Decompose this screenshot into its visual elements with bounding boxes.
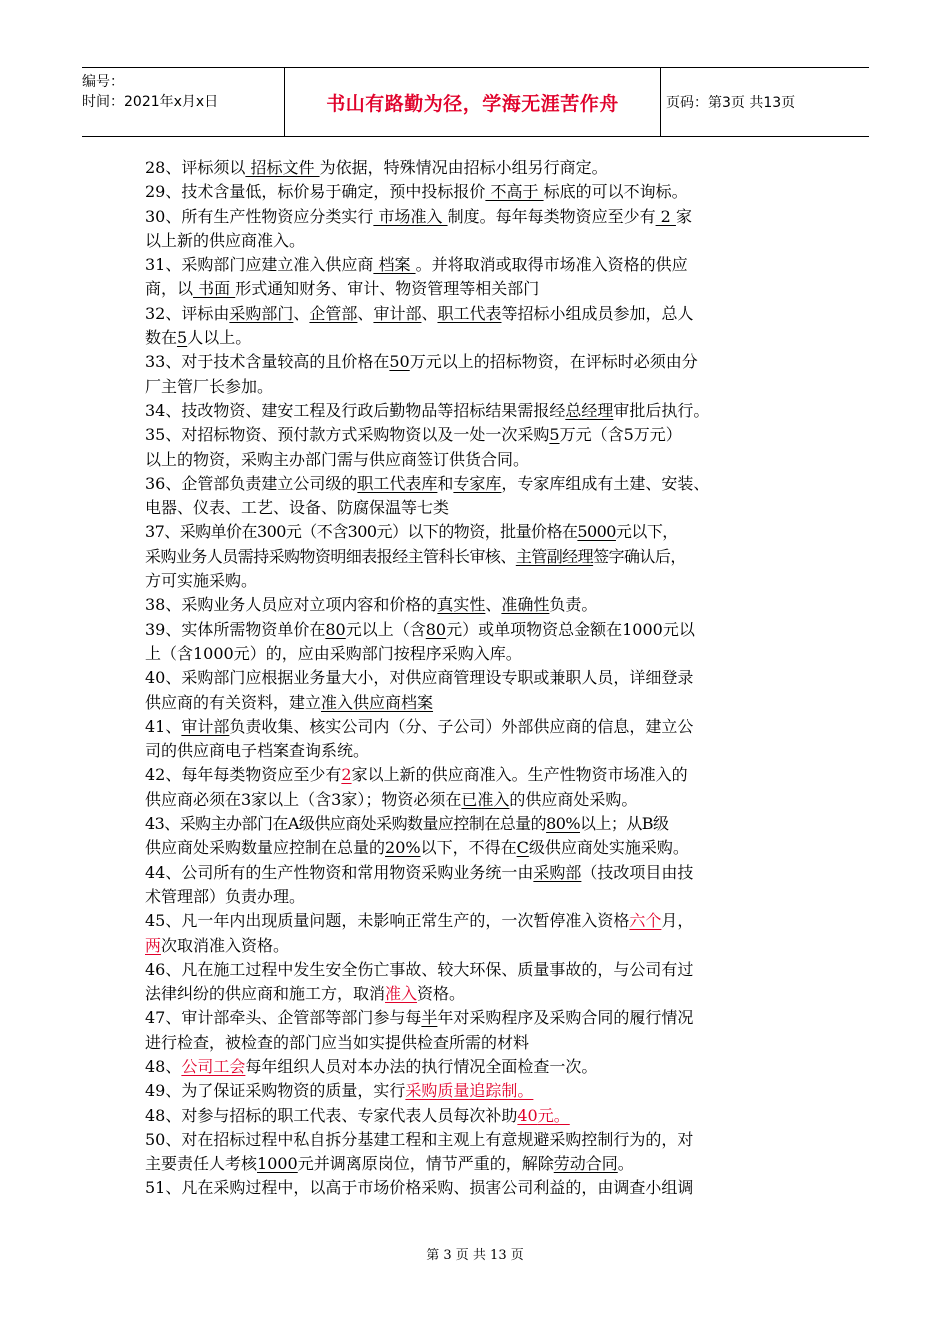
- red-answer: 两: [145, 935, 162, 955]
- text-segment: （技改项目由技: [581, 862, 694, 882]
- underlined-answer: 总经理: [565, 400, 614, 420]
- text-line: [145, 691, 811, 715]
- text-segment: 41、: [145, 716, 182, 736]
- underlined-answer: 真实性: [437, 595, 486, 615]
- underlined-answer: 档案: [373, 255, 416, 275]
- underlined-answer: 20%: [385, 838, 421, 858]
- text-line: [145, 788, 811, 812]
- text-segment: 负责。: [549, 595, 598, 615]
- text-line: [145, 1152, 811, 1176]
- header-motto-cell: [284, 68, 661, 136]
- text-line: [145, 205, 811, 229]
- text-segment: 形式通知财务、审计、物资管理等相关部门: [235, 279, 540, 299]
- underlined-answer: 职工代表: [437, 303, 502, 323]
- text-segment: 上（含1000元）的，应由采购部门按程序采购入库。: [145, 643, 522, 663]
- text-line: [145, 934, 811, 958]
- underlined-answer: 专家库: [453, 473, 502, 493]
- text-line: [145, 277, 811, 301]
- text-line: [145, 666, 811, 690]
- text-line: [145, 520, 811, 544]
- text-segment: 36、企管部负责建立公司级的: [145, 473, 358, 493]
- document-body: [145, 156, 811, 1201]
- text-segment: 元以上（含: [345, 619, 426, 639]
- text-segment: 。: [617, 1154, 634, 1174]
- text-segment: 以上的物资，采购主办部门需与供应商签订供货合同。: [145, 449, 530, 469]
- text-line: [145, 618, 811, 642]
- text-segment: 。并将取消或取得市场准入资格的供应: [415, 255, 688, 275]
- underlined-answer: 准确性: [501, 595, 550, 615]
- page-footer: 第 3 页 共 13 页: [426, 1248, 524, 1263]
- text-segment: 29、技术含量低，标价易于确定，预中投标报价: [145, 182, 486, 202]
- text-segment: 每年组织人员对本办法的执行情况全面检查一次。: [245, 1056, 598, 1076]
- underlined-answer: 劳动合同: [553, 1154, 618, 1174]
- underlined-answer: 书面: [193, 279, 236, 299]
- text-line: [145, 642, 811, 666]
- text-line: [145, 909, 811, 933]
- text-line: [145, 180, 811, 204]
- text-segment: 38、采购业务人员应对立项内容和价格的: [145, 595, 438, 615]
- underlined-answer: 80%: [546, 814, 580, 834]
- text-segment: 司的供应商电子档案查询系统。: [145, 741, 370, 761]
- underlined-answer: 1000: [257, 1154, 298, 1174]
- text-segment: 方可实施采购。: [145, 571, 258, 591]
- text-line: [145, 448, 811, 472]
- text-segment: 签字确认后，: [593, 546, 686, 566]
- text-segment: 39、实体所需物资单价在: [145, 619, 326, 639]
- text-segment: 主要责任人考核: [145, 1154, 258, 1174]
- underlined-answer: 80: [325, 619, 346, 639]
- text-segment: 万元（含5万元）: [559, 425, 682, 445]
- text-line: [145, 593, 811, 617]
- underlined-answer: 市场准入: [373, 206, 448, 226]
- text-segment: 进行检查，被检查的部门应当如实提供检查所需的材料: [145, 1032, 530, 1052]
- text-line: [145, 861, 811, 885]
- underlined-answer: 采购部: [533, 862, 582, 882]
- underlined-answer: 半: [421, 1008, 438, 1028]
- text-segment: 法律纠纷的供应商和施工方，取消: [145, 984, 386, 1004]
- text-line: [145, 836, 811, 860]
- text-line: [145, 1055, 811, 1079]
- text-segment: 元以下，: [615, 522, 678, 542]
- text-line: [145, 982, 811, 1006]
- underlined-answer: 职工代表库: [357, 473, 438, 493]
- underlined-answer: 已准入: [461, 789, 510, 809]
- text-segment: 制度。每年每类物资应至少有: [447, 206, 656, 226]
- underlined-answer: C: [516, 838, 529, 858]
- red-answer: 公司工会: [181, 1056, 246, 1076]
- text-segment: 元）或单项物资总金额在1000元以: [446, 619, 695, 639]
- text-segment: 电器、仪表、工艺、设备、防腐保温等七类: [145, 498, 450, 518]
- text-segment: 30、所有生产性物资应分类实行: [145, 206, 374, 226]
- text-segment: 43、采购主办部门在A级供应商处采购数量应控制在总量的: [145, 814, 547, 834]
- text-line: [145, 1079, 811, 1103]
- red-answer: 准入: [385, 984, 418, 1004]
- header-motto: 书山有路勤为径，学海无涯苦作舟: [326, 92, 619, 115]
- text-segment: 资格。: [417, 984, 466, 1004]
- red-answer: 采购质量追踪制。: [405, 1081, 534, 1101]
- text-segment: 供应商必须在3家以上（含3家）；物资必须在: [145, 789, 462, 809]
- text-segment: 42、每年每类物资应至少有: [145, 765, 342, 785]
- text-segment: 以下，不得在: [420, 838, 517, 858]
- text-segment: 数在: [145, 328, 178, 348]
- text-line: [145, 739, 811, 763]
- page-header: [82, 67, 869, 137]
- text-segment: 供应商处采购数量应控制在总量的: [145, 838, 386, 858]
- text-segment: 级供应商处实施采购。: [528, 838, 689, 858]
- text-segment: 51、凡在采购过程中，以高于市场价格采购、损害公司利益的，由调查小组调: [145, 1178, 694, 1198]
- text-segment: 34、技改物资、建安工程及行政后勤物品等招标结果需报经: [145, 400, 566, 420]
- text-line: [145, 545, 811, 569]
- text-segment: 、: [421, 303, 438, 323]
- text-segment: 49、为了保证采购物资的质量，实行: [145, 1081, 406, 1101]
- text-segment: 、: [293, 303, 310, 323]
- underlined-answer: 企管部: [309, 303, 358, 323]
- text-line: [145, 1104, 811, 1128]
- text-line: [145, 496, 811, 520]
- text-segment: 和: [437, 473, 454, 493]
- underlined-answer: 招标文件: [245, 158, 320, 177]
- text-segment: 40、采购部门应根据业务量大小，对供应商管理设专职或兼职人员，详细登录: [145, 668, 694, 688]
- document-date: 时间：2021年x月x日: [82, 94, 219, 110]
- text-segment: 45、凡一年内出现质量问题，未影响正常生产的，一次暂停准入资格: [145, 911, 630, 931]
- text-line: [145, 326, 811, 350]
- text-segment: 商，以: [145, 279, 194, 299]
- text-segment: 人以上。: [187, 328, 252, 348]
- underlined-answer: 审计部: [373, 303, 422, 323]
- text-segment: 以上新的供应商准入。: [145, 230, 306, 250]
- text-segment: 术管理部）负责办理。: [145, 886, 306, 906]
- red-answer: 40: [517, 1105, 538, 1125]
- text-segment: 46、凡在施工过程中发生安全伤亡事故、较大环保、质量事故的，与公司有过: [145, 959, 694, 979]
- text-line: [145, 472, 811, 496]
- header-page-number: 页码：第3页 共13页: [666, 95, 796, 111]
- text-segment: 、: [485, 595, 502, 615]
- header-meta: [82, 68, 282, 140]
- text-segment: 次取消准入资格。: [161, 935, 290, 955]
- text-line: [145, 229, 811, 253]
- text-line: [145, 885, 811, 909]
- underlined-answer: 5000: [577, 522, 616, 542]
- text-line: [145, 375, 811, 399]
- text-line: [145, 958, 811, 982]
- text-line: [145, 302, 811, 326]
- text-segment: 以上；从B级: [580, 814, 669, 834]
- text-line: [145, 715, 811, 739]
- text-segment: 28、评标须以: [145, 158, 246, 177]
- underlined-answer: 5: [177, 328, 188, 348]
- text-segment: 为依据，特殊情况由招标小组另行商定。: [319, 158, 608, 177]
- text-segment: 50、对在招标过程中私自拆分基建工程和主观上有意规避采购控制行为的，对: [145, 1129, 694, 1149]
- text-line: [145, 156, 811, 180]
- text-line: [145, 1006, 811, 1030]
- text-segment: 负责收集、核实公司内（分、子公司）外部供应商的信息，建立公: [229, 716, 694, 736]
- text-segment: 家: [675, 206, 692, 226]
- text-segment: 等招标小组成员参加，总人: [501, 303, 694, 323]
- text-line: [145, 812, 811, 836]
- text-line: [145, 763, 811, 787]
- text-segment: 万元以上的招标物资，在评标时必须由分: [409, 352, 698, 372]
- header-page-cell: [666, 68, 869, 136]
- underlined-answer: 不高于: [485, 182, 544, 202]
- text-segment: ，专家库组成有土建、安装、: [501, 473, 710, 493]
- text-segment: 年对采购程序及采购合同的履行情况: [437, 1008, 694, 1028]
- text-segment: 48、对参与招标的职工代表、专家代表人员每次补助: [145, 1105, 518, 1125]
- text-line: [145, 350, 811, 374]
- text-segment: 审批后执行。: [613, 400, 710, 420]
- text-segment: 采购业务人员需持采购物资明细表报经主管科长审核、: [145, 546, 516, 566]
- text-segment: 32、评标由: [145, 303, 230, 323]
- text-line: [145, 1031, 811, 1055]
- red-answer: 元。: [537, 1105, 570, 1125]
- underlined-answer: 2: [655, 206, 676, 226]
- text-line: [145, 253, 811, 277]
- text-segment: 的供应商处采购。: [509, 789, 638, 809]
- text-segment: 48、: [145, 1056, 182, 1076]
- text-segment: 供应商的有关资料，建立: [145, 692, 322, 712]
- text-segment: 31、采购部门应建立准入供应商: [145, 255, 374, 275]
- red-answer: 2: [341, 765, 352, 785]
- text-segment: 厂主管厂长参加。: [145, 376, 274, 396]
- text-segment: 35、对招标物资、预付款方式采购物资以及一处一次采购: [145, 425, 550, 445]
- red-answer: 六个: [629, 911, 662, 931]
- text-segment: 家以上新的供应商准入。生产性物资市场准入的: [351, 765, 688, 785]
- underlined-answer: 采购部门: [229, 303, 294, 323]
- text-segment: 33、对于技术含量较高的且价格在: [145, 352, 390, 372]
- underlined-answer: 审计部: [181, 716, 230, 736]
- underlined-answer: 80: [425, 619, 447, 639]
- text-line: [145, 1176, 811, 1200]
- underlined-answer: 5: [549, 425, 560, 445]
- text-line: [145, 1128, 811, 1152]
- text-line: [145, 423, 811, 447]
- document-number: 编号：: [82, 74, 124, 90]
- text-segment: 元并调离原岗位，情节严重的，解除: [297, 1154, 554, 1174]
- text-segment: 标底的可以不询标。: [543, 182, 688, 202]
- underlined-answer: 50: [389, 352, 410, 372]
- text-segment: 37、采购单价在300元（不含300元）以下的物资，批量价格在: [145, 522, 578, 542]
- text-segment: 、: [357, 303, 374, 323]
- text-segment: 47、审计部牵头、企管部等部门参与每: [145, 1008, 422, 1028]
- underlined-answer: 准入供应商档案: [321, 692, 434, 712]
- text-line: [145, 569, 811, 593]
- text-segment: 44、公司所有的生产性物资和常用物资采购业务统一由: [145, 862, 534, 882]
- text-line: [145, 399, 811, 423]
- text-segment: 月，: [661, 911, 694, 931]
- underlined-answer: 主管副经理: [515, 546, 594, 566]
